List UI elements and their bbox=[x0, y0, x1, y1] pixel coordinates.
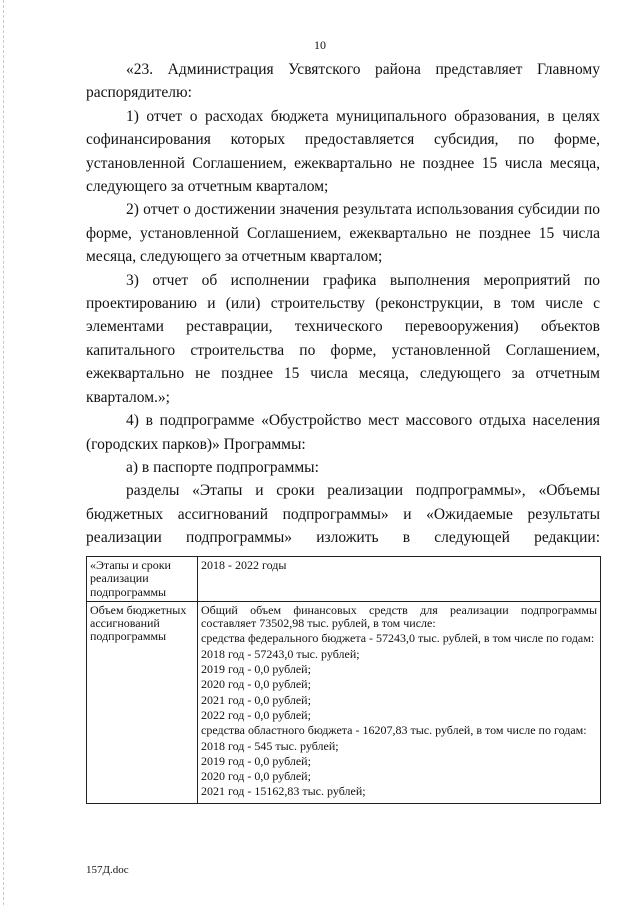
document-filename: 157Д.doc bbox=[86, 864, 129, 876]
funding-line: 2019 год - 0,0 рублей; bbox=[201, 753, 311, 768]
funding-line: 2018 год - 57243,0 тыс. рублей; bbox=[201, 646, 360, 661]
funding-line: 2018 год - 545 тыс. рублей; bbox=[201, 738, 339, 753]
funding-line: 2021 год - 15162,83 тыс. рублей; bbox=[201, 784, 366, 799]
funding-line: средства федерального бюджета - 57243,0 тыс. рублей, в том числе по годам: bbox=[201, 631, 595, 646]
table-row-stages bbox=[87, 557, 601, 602]
funding-line: средства областного бюджета - 16207,83 тыс. рублей, в том числе по годам: bbox=[201, 723, 587, 738]
funding-line: Общий объем финансовых средств для реализации подпрограммы составляет 73502,98 тыс. рублей, в том числе: bbox=[201, 602, 597, 631]
funding-line: 2020 год - 0,0 рублей; bbox=[201, 769, 311, 784]
paragraph-item-2: 2) отчет о достижении значения результата использования субсидии по форме, установленной Соглашением, ежеквартально не позднее 15 числа месяца, следующего за отчетным кварталом; bbox=[86, 201, 600, 266]
paragraph-item-4: 4) в подпрограмме «Обустройство мест массового отдыха населения (городских парков)» Программы: bbox=[86, 412, 600, 453]
paragraph-sections: разделы «Этапы и сроки реализации подпрограммы», «Объемы бюджетных ассигнований подпрограммы» и «Ожидаемые результаты реализации подпрограммы» изложить в следующей редакции: bbox=[86, 482, 600, 547]
paragraph-item-3: 3) отчет об исполнении графика выполнения мероприятий по проектированию и (или) строительству (реконструкции, в том числе с элементами реставрации, технического перевооружения) объектов капитального строительства по форме, установленной Соглашением, ежеквартально не позднее 15 числа месяца, следующего за отчетным кварталом.»; bbox=[86, 271, 600, 406]
row-value-funding bbox=[198, 601, 601, 803]
row-value-stages: 2018 - 2022 годы bbox=[198, 557, 601, 602]
row-label-funding: Объем бюджетных ассигнований подпрограммы bbox=[87, 601, 198, 803]
paragraph-clause-23: «23. Администрация Усвятского района представляет Главному распорядителю: bbox=[86, 61, 600, 102]
funding-line: 2021 год - 0,0 рублей; bbox=[201, 692, 311, 707]
document-body bbox=[86, 58, 600, 550]
table-row-funding bbox=[87, 601, 601, 803]
paragraph-item-a: а) в паспорте подпрограммы: bbox=[126, 458, 319, 476]
subprogram-passport-table bbox=[86, 556, 601, 804]
funding-line: 2019 год - 0,0 рублей; bbox=[201, 662, 311, 677]
row-label-stages: «Этапы и сроки реализации подпрограммы bbox=[87, 557, 198, 602]
paragraph-item-1: 1) отчет о расходах бюджета муниципального образования, в целях софинансирования которых предоставляется субсидия, по форме, установленной Соглашением, ежеквартально не позднее 15 числа месяца, следующего за отчетным кварталом; bbox=[86, 107, 600, 196]
scan-edge-line bbox=[3, 0, 4, 905]
page-number: 10 bbox=[314, 38, 326, 52]
funding-line: 2020 год - 0,0 рублей; bbox=[201, 677, 311, 692]
funding-line: 2022 год - 0,0 рублей; bbox=[201, 707, 311, 722]
